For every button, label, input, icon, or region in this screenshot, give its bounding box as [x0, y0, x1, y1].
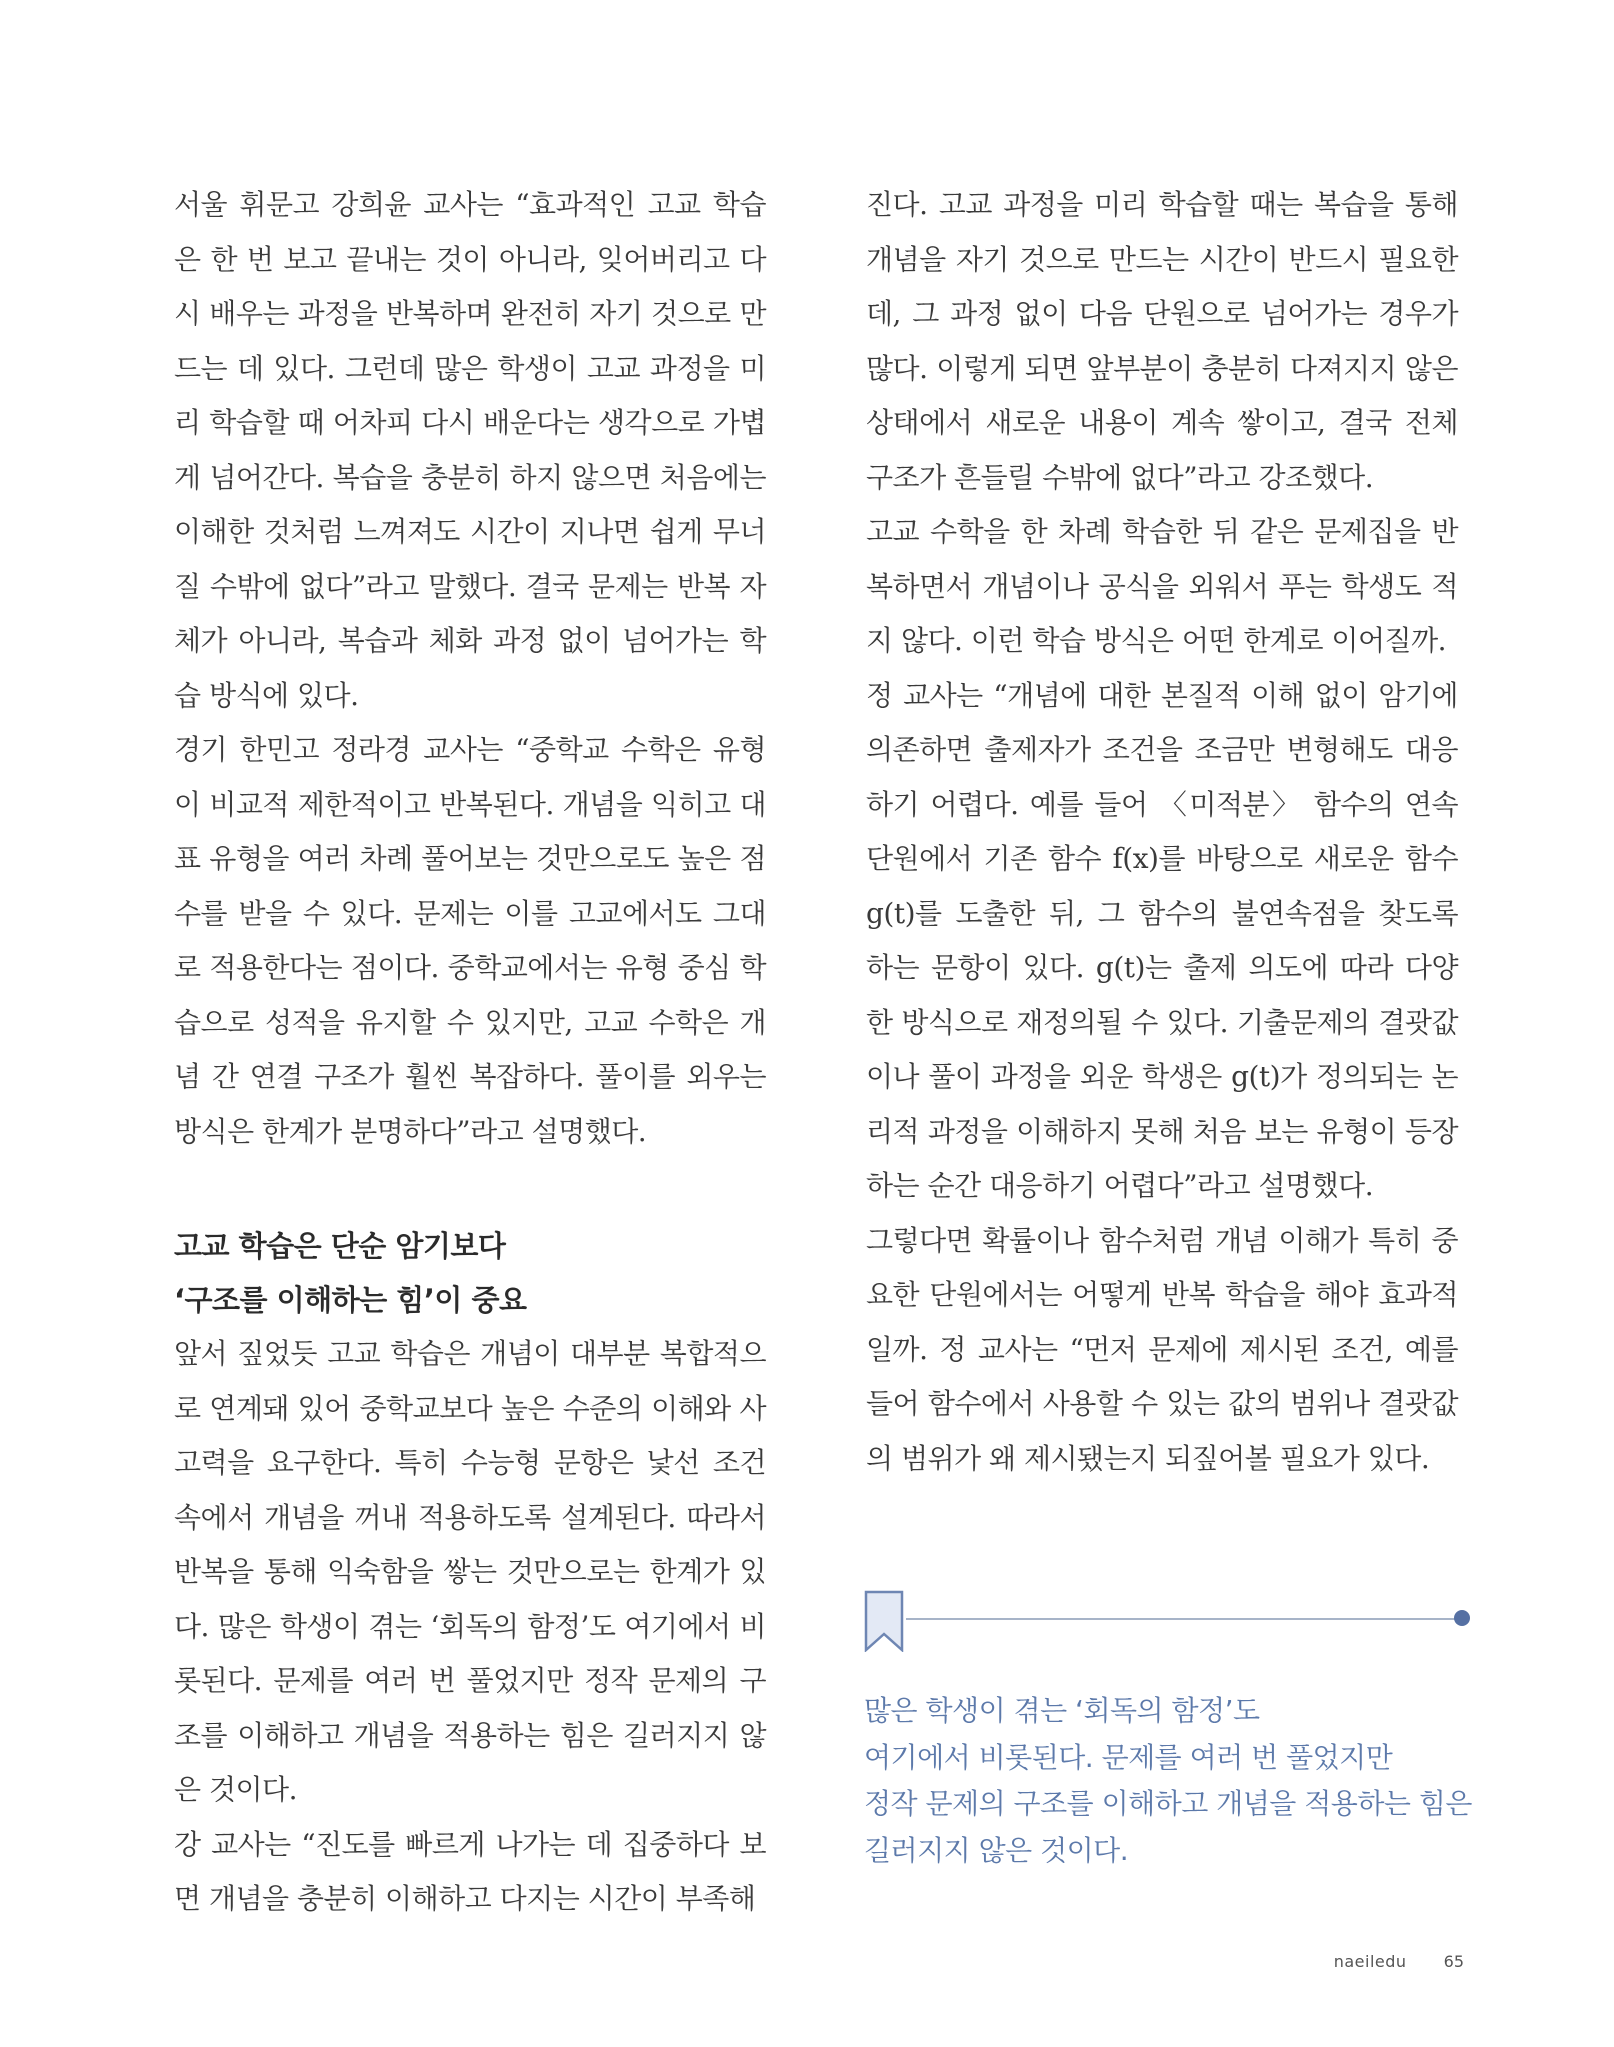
page-number: 65: [1443, 1952, 1464, 1971]
divider-line: [906, 1618, 1458, 1620]
section-heading: [174, 1219, 766, 1327]
body-paragraph: 경기 한민고 정라경 교사는 “중학교 수학은 유형이 비교적 제한적이고 반복된다. 개념을 익히고 대표 유형을 여러 차례 풀어보는 것만으로도 높은 점수를 받을 수 있다. 문제는 이를 고교에서도 그대로 적용한다는 점이다. 중학교에서는 유형 중심 학습으로 성적을 유지할 수 있지만, 고교 수학은 개념 간 연결 구조가 훨씬 복잡하다. 풀이를 외우는 방식은 한계가 분명하다”라고 설명했다.: [174, 733, 766, 1148]
pull-quote-text: [864, 1688, 1474, 1874]
left-column: [174, 178, 766, 1927]
body-paragraph: 그렇다면 확률이나 함수처럼 개념 이해가 특히 중요한 단원에서는 어떻게 반복 학습을 해야 효과적일까. 정 교사는 “먼저 문제에 제시된 조건, 예를 들어 함수에서 사용할 수 있는 값의 범위나 결괏값의 범위가 왜 제시됐는지 되짚어볼 필요가 있다.: [866, 1223, 1458, 1475]
divider-dot: [1454, 1610, 1470, 1626]
section-heading-line: 고교 학습은 단순 암기보다: [174, 1229, 506, 1263]
pull-quote-line: 많은 학생이 겪는 ‘회독의 함정’도: [864, 1694, 1260, 1727]
footer-brand: naeiledu: [1333, 1952, 1407, 1971]
body-paragraph: 앞서 짚었듯 고교 학습은 개념이 대부분 복합적으로 연계돼 있어 중학교보다 높은 수준의 이해와 사고력을 요구한다. 특히 수능형 문항은 낯선 조건 속에서 개념을 꺼내 적용하도록 설계된다. 따라서 반복을 통해 익숙함을 쌓는 것만으로는 한계가 있다. 많은 학생이 겪는 ‘회독의 함정’도 여기에서 비롯된다. 문제를 여러 번 풀었지만 정작 문제의 구조를 이해하고 개념을 적용하는 힘은 길러지지 않은 것이다.: [174, 1337, 766, 1806]
pull-quote-line: 여기에서 비롯된다. 문제를 여러 번 풀었지만: [864, 1740, 1393, 1774]
section-spacer: [174, 1159, 766, 1219]
body-paragraph: 서울 휘문고 강희윤 교사는 “효과적인 고교 학습은 한 번 보고 끝내는 것이 아니라, 잊어버리고 다시 배우는 과정을 반복하며 완전히 자기 것으로 만드는 데 있다. 그런데 많은 학생이 고교 과정을 미리 학습할 때 어차피 다시 배운다는 생각으로 가볍게 넘어간다. 복습을 충분히 하지 않으면 처음에는 이해한 것처럼 느껴져도 시간이 지나면 쉽게 무너질 수밖에 없다”라고 말했다. 결국 문제는 반복 자체가 아니라, 복습과 체화 과정 없이 넘어가는 학습 방식에 있다.: [174, 188, 766, 712]
body-paragraph: 고교 수학을 한 차례 학습한 뒤 같은 문제집을 반복하면서 개념이나 공식을 외워서 푸는 학생도 적지 않다. 이런 학습 방식은 어떤 한계로 이어질까.: [866, 515, 1458, 657]
bookmark-icon: [864, 1590, 904, 1652]
body-paragraph: 정 교사는 “개념에 대한 본질적 이해 없이 암기에 의존하면 출제자가 조건을 조금만 변형해도 대응하기 어렵다. 예를 들어 〈미적분〉 함수의 연속 단원에서 기존 함수 f(x)를 바탕으로 새로운 함수 g(t)를 도출한 뒤, 그 함수의 불연속점을 찾도록 하는 문항이 있다. g(t)는 출제 의도에 따라 다양한 방식으로 재정의될 수 있다. 기출문제의 결괏값이나 풀이 과정을 외운 학생은 g(t)가 정의되는 논리적 과정을 이해하지 못해 처음 보는 유형이 등장하는 순간 대응하기 어렵다”라고 설명했다.: [866, 678, 1458, 1202]
right-column: [866, 178, 1458, 1486]
section-heading-line: ‘구조를 이해하는 힘’이 중요: [174, 1283, 527, 1317]
body-paragraph: 강 교사는 “진도를 빠르게 나가는 데 집중하다 보면 개념을 충분히 이해하고 다지는 시간이 부족해: [174, 1827, 766, 1915]
pull-quote-line: 정작 문제의 구조를 이해하고 개념을 적용하는 힘은: [864, 1787, 1472, 1820]
page-footer: [1334, 1952, 1464, 1971]
body-paragraph: 진다. 고교 과정을 미리 학습할 때는 복습을 통해 개념을 자기 것으로 만드는 시간이 반드시 필요한데, 그 과정 없이 다음 단원으로 넘어가는 경우가 많다. 이렇게 되면 앞부분이 충분히 다져지지 않은 상태에서 새로운 내용이 계속 쌓이고, 결국 전체 구조가 흔들릴 수밖에 없다”라고 강조했다.: [866, 188, 1458, 494]
pull-quote-line: 길러지지 않은 것이다.: [864, 1833, 1129, 1867]
